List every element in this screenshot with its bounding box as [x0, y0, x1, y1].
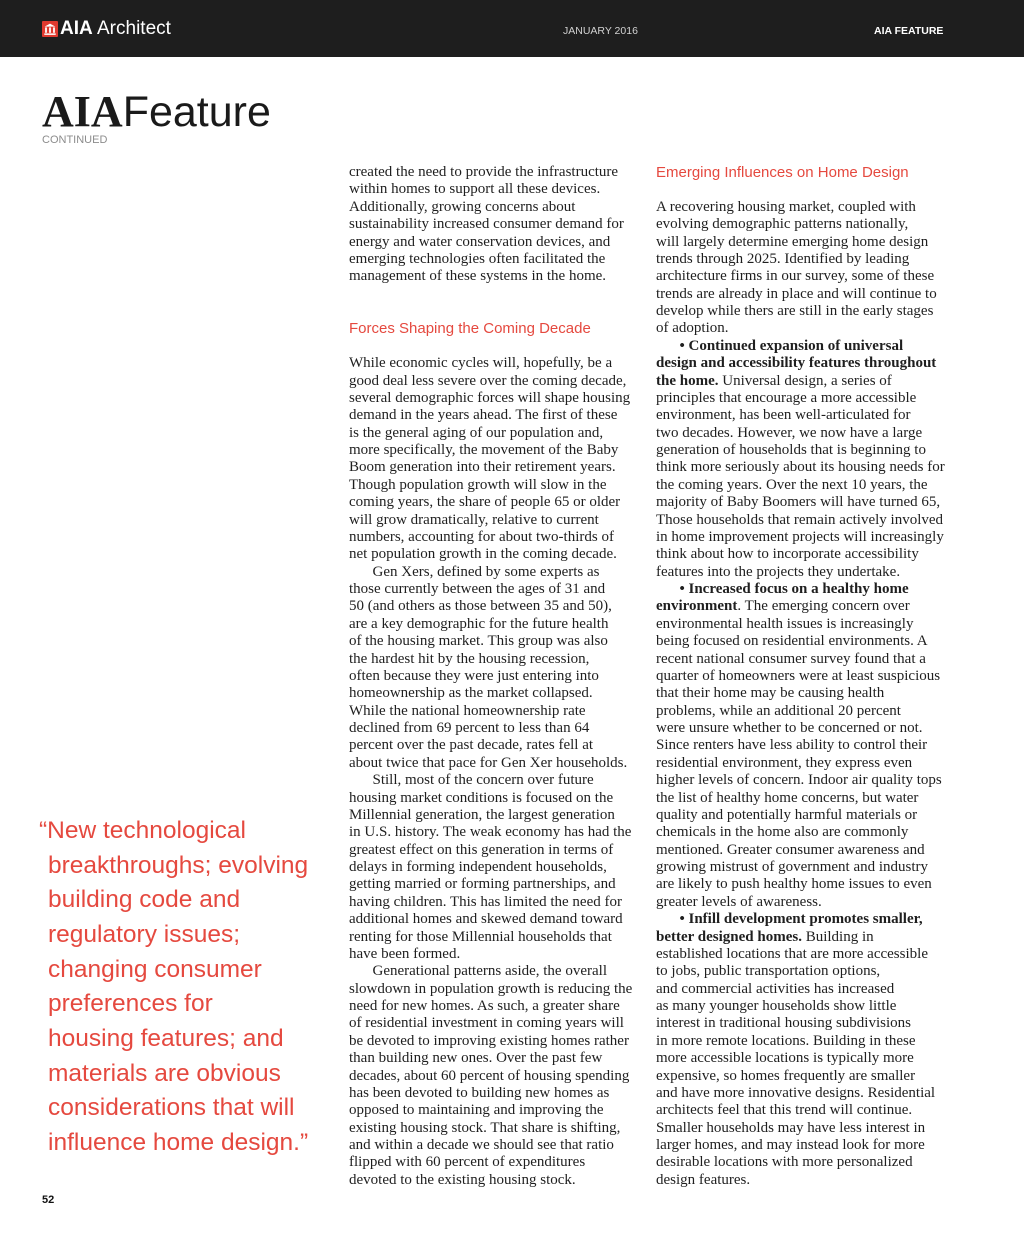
article-column-right [656, 164, 956, 1189]
bold-run: • Infill development promotes smaller, [679, 911, 923, 928]
issue-date: JANUARY 2016 [563, 25, 638, 37]
text-line [656, 355, 956, 372]
text-line: additional homes and skewed demand toward [349, 911, 623, 928]
masthead [42, 87, 271, 136]
text-line: A recovering housing market, coupled with [656, 198, 916, 215]
section-label: AIA FEATURE [874, 25, 944, 37]
text-line: as many younger households show little [656, 998, 897, 1014]
text-line: expensive, so homes frequently are smaller [656, 1067, 916, 1084]
pull-quote-line: materials are obvious [48, 1059, 281, 1087]
text-line: and within a decade we should see that ratio [349, 1137, 614, 1153]
text-line: larger homes, and may instead look for more [656, 1137, 925, 1153]
text-line: decades, about 60 percent of housing spending [349, 1067, 630, 1084]
text-line: While the national homeownership rate [349, 702, 586, 719]
text-line: trends through 2025. Identified by leading [656, 250, 910, 267]
text-line: numbers, accounting for about two-thirds of [349, 528, 614, 545]
paragraph [656, 911, 956, 1189]
text-line: energy and water conservation devices, and [349, 233, 611, 250]
paragraph [349, 164, 649, 286]
text-line: Millennial generation, the largest generation [349, 806, 615, 823]
text-line: often because they were just entering into [349, 667, 599, 684]
text-line: quarter of homeowners were at least suspicious [656, 667, 941, 684]
pull-quote-line: housing features; and [48, 1024, 284, 1052]
text-line: and have more innovative designs. Residential [656, 1084, 936, 1101]
text-line: housing market conditions is focused on the [349, 789, 614, 806]
text-line: growing mistrust of government and industry [656, 859, 929, 875]
top-bar [0, 0, 1024, 57]
text-line: management of these systems in the home. [349, 268, 607, 285]
text-line: residential environment, they express even [656, 754, 913, 771]
text-line: demand in the years ahead. The first of these [349, 407, 618, 424]
paragraph [349, 564, 649, 773]
text-line: environment, has been well-articulated for [656, 407, 911, 424]
text-line: higher levels of concern. Indoor air quality tops [656, 772, 942, 789]
pull-quote-line: regulatory issues; [48, 920, 241, 948]
text-line: in U.S. history. The weak economy has had the [349, 824, 632, 841]
text-line: architecture firms in our survey, some of these [656, 268, 935, 285]
text-line: greater levels of awareness. [656, 893, 822, 910]
text-line: While economic cycles will, hopefully, be a [349, 355, 613, 372]
paragraph [349, 355, 649, 564]
masthead-title: Feature [122, 88, 271, 136]
text-line: of adoption. [656, 320, 729, 337]
text-line: that their home may be causing health [656, 685, 885, 702]
text-line: Generational patterns aside, the overall [372, 963, 607, 980]
text-line: established locations that are more accessible [656, 945, 928, 962]
text-line: has been devoted to building new homes as [349, 1084, 610, 1101]
text-line: Gen Xers, defined by some experts as [372, 563, 600, 580]
text-line: two decades. However, we now have a large [656, 424, 923, 441]
continued-label: CONTINUED [42, 134, 108, 146]
text-line: trends are already in place and will continue to [656, 285, 937, 302]
text-line: in more remote locations. Building in these [656, 1032, 916, 1049]
pull-quote [39, 814, 344, 1161]
page-number: 52 [42, 1194, 55, 1206]
text-line: generation of households that is beginning to [656, 442, 926, 458]
text-line: principles that encourage a more accessible [656, 389, 917, 406]
text-line: of the housing market. This group was also [349, 633, 608, 650]
text-line: evolving demographic patterns nationally, [656, 216, 909, 233]
text-line: devoted to the existing housing stock. [349, 1171, 576, 1188]
logo-name-text: Architect [97, 18, 171, 39]
text-line: percent over the past decade, rates fell at [349, 737, 594, 754]
text-line: think more seriously about its housing needs for [656, 459, 945, 476]
text-line: being focused on residential environments. A [656, 633, 928, 650]
section-heading: Forces Shaping the Coming Decade [349, 320, 591, 338]
text-line: several demographic forces will shape housing [349, 389, 631, 406]
pull-quote-line: preferences for [48, 990, 213, 1018]
text-line [656, 929, 956, 946]
text-line: more accessible locations is typically more [656, 1050, 914, 1067]
text-line: features into the projects they undertake. [656, 563, 901, 580]
bold-run: environment [656, 598, 738, 615]
section-heading: Emerging Influences on Home Design [656, 164, 909, 181]
text-line: and commercial activities has increased [656, 980, 895, 997]
text-line [656, 598, 956, 615]
text-line: have been formed. [349, 945, 461, 962]
text-line: the list of healthy home concerns, but water [656, 789, 919, 806]
logo-brand-text: AIA [60, 18, 93, 39]
article-column-middle [349, 164, 649, 1189]
text-line: chemicals in the home also are commonly [656, 824, 909, 841]
text-line: quality and potentially harmful materials or [656, 806, 918, 823]
text-line: emerging technologies often facilitated the [349, 250, 606, 267]
text-line [656, 911, 956, 928]
text-line [656, 338, 956, 355]
text-line: greatest effect on this generation in terms of [349, 841, 614, 858]
text-line [656, 581, 956, 598]
pull-quote-line: influence home design.” [48, 1128, 309, 1156]
bold-run: design and accessibility features throughout [656, 355, 937, 372]
paragraph [349, 963, 649, 1189]
text-line: having children. This has limited the need for [349, 893, 622, 910]
text-line: sustainability increased consumer demand for [349, 216, 624, 233]
text-line: existing housing stock. That share is shifting, [349, 1119, 621, 1136]
text-line: more specifically, the movement of the Baby [349, 442, 619, 458]
paragraph [349, 772, 649, 963]
text-line: renting for those Millennial households that [349, 928, 612, 945]
text-line: Additionally, growing concerns about [349, 198, 576, 215]
text-line: getting married or forming partnerships, and [349, 876, 616, 893]
text-line: opposed to maintaining and improving the [349, 1102, 604, 1119]
text-line: delays in forming independent households, [349, 859, 607, 875]
paragraph [656, 581, 956, 911]
text-line: homeownership as the market collapsed. [349, 685, 593, 702]
text-line: interest in traditional housing subdivisions [656, 1015, 911, 1032]
text-run: Building in [801, 928, 874, 945]
text-line: be devoted to improving existing homes rather [349, 1032, 629, 1049]
text-line: net population growth in the coming decade. [349, 546, 617, 563]
text-line [656, 373, 956, 390]
text-line: think about how to incorporate accessibility [656, 546, 919, 563]
pull-quote-line: breakthroughs; evolving [48, 851, 309, 879]
text-line: need for new homes. As such, a greater share [349, 998, 620, 1014]
text-line: Though population growth will slow in the [349, 476, 607, 493]
pull-quote-line: changing consumer [48, 955, 262, 983]
text-line: mentioned. Greater consumer awareness and [656, 841, 925, 858]
text-line: slowdown in population growth is reducing the [349, 980, 633, 997]
text-line: design features. [656, 1171, 751, 1188]
text-line: to jobs, public transportation options, [656, 963, 881, 980]
text-line: are a key demographic for the future health [349, 615, 609, 632]
text-line: Since renters have less ability to control their [656, 737, 928, 754]
text-line: good deal less severe over the coming decade, [349, 372, 627, 389]
text-line: environmental health issues is increasingly [656, 615, 914, 632]
text-line: majority of Baby Boomers will have turned 65, [656, 494, 941, 511]
text-line: about twice that pace for Gen Xer households. [349, 754, 628, 771]
text-line: flipped with 60 percent of expenditures [349, 1154, 586, 1171]
bold-run: • Increased focus on a healthy home [679, 581, 909, 597]
bold-run: the home. [656, 372, 719, 389]
pull-quote-line: building code and [48, 886, 241, 914]
text-line: Those households that remain actively involved [656, 511, 944, 528]
text-line: those currently between the ages of 31 and [349, 581, 606, 597]
text-run: Universal design, a series of [718, 372, 892, 389]
text-line: will grow dramatically, relative to current [349, 511, 599, 528]
masthead-brand: AIA [42, 87, 123, 136]
text-line: will largely determine emerging home design [656, 233, 929, 250]
text-line: the hardest hit by the housing recession, [349, 650, 590, 667]
text-line: Smaller households may have less interest in [656, 1119, 926, 1136]
text-line: in home improvement projects will increasingly [656, 528, 944, 545]
text-line: desirable locations with more personalized [656, 1154, 913, 1171]
text-line: Still, most of the concern over future [372, 772, 594, 789]
text-line: Boom generation into their retirement years. [349, 459, 616, 476]
paragraph [656, 338, 956, 581]
text-line: recent national consumer survey found that a [656, 650, 926, 667]
text-line: are likely to push healthy home issues to even [656, 876, 932, 893]
text-line: the coming years. Over the next 10 years, the [656, 476, 928, 493]
text-line: problems, while an additional 20 percent [656, 702, 901, 719]
paragraph [656, 199, 956, 338]
text-line: of residential investment in coming years will [349, 1015, 624, 1032]
aia-logo-icon [42, 21, 58, 37]
text-line: than building new ones. Over the past few [349, 1050, 603, 1067]
text-line: coming years, the share of people 65 or older [349, 494, 621, 511]
text-run: . The emerging concern over [737, 598, 910, 615]
text-line: created the need to provide the infrastructure [349, 164, 619, 180]
pull-quote-line: considerations that will [48, 1094, 295, 1122]
text-line: were unsure whether to be concerned or not. [656, 720, 923, 736]
text-line: is the general aging of our population and, [349, 424, 604, 441]
text-line: within homes to support all these devices. [349, 181, 601, 198]
pull-quote-line: “New technological [39, 817, 246, 844]
text-line: develop while thers are still in the early stages [656, 303, 934, 319]
text-line: declined from 69 percent to less than 64 [349, 720, 590, 736]
text-line: architects feel that this trend will continue. [656, 1102, 913, 1119]
text-line: 50 (and others as those between 35 and 50), [349, 598, 612, 615]
bold-run: better designed homes. [656, 928, 802, 945]
bold-run: • Continued expansion of universal [679, 337, 904, 354]
